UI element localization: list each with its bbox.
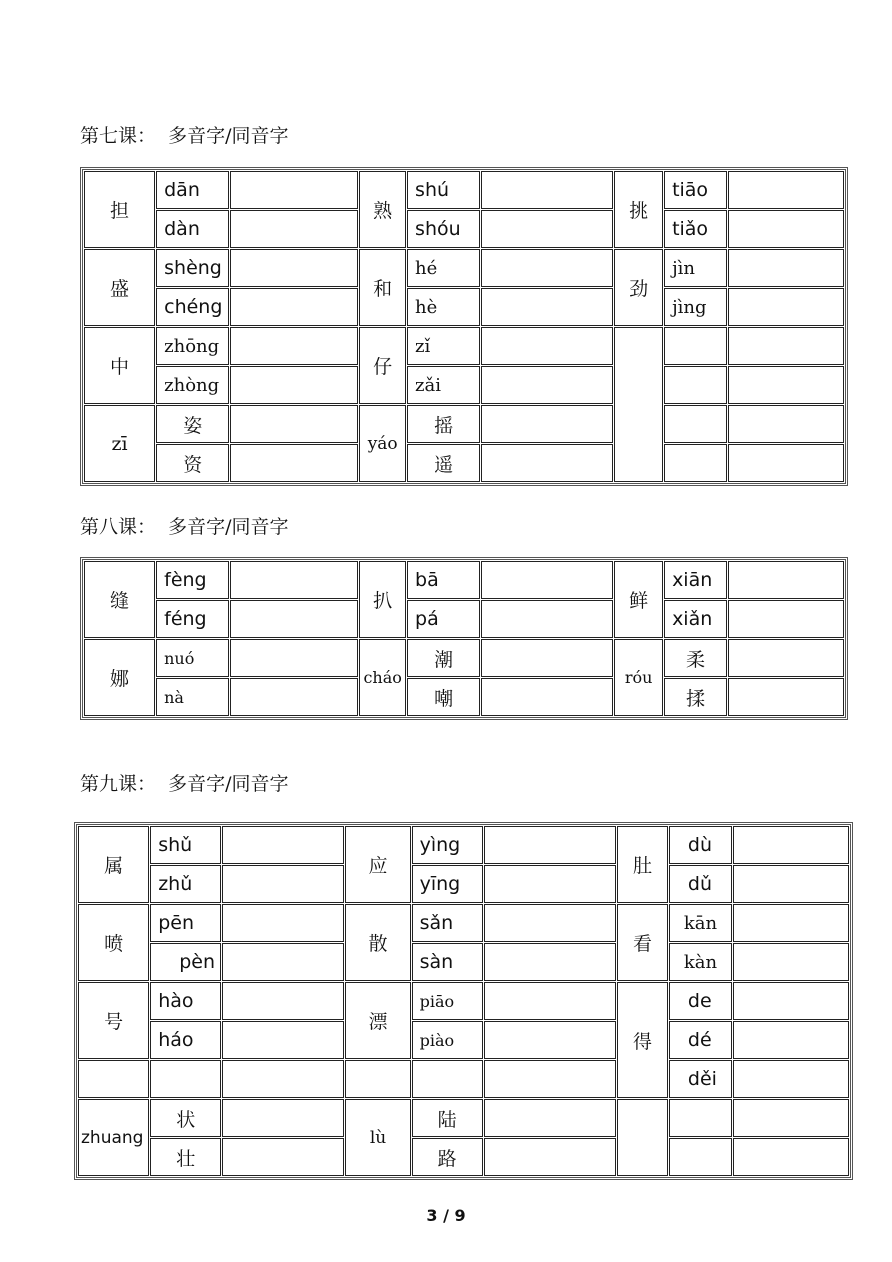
answer-cell[interactable]	[484, 982, 616, 1020]
answer-cell[interactable]	[481, 288, 613, 326]
pinyin-cell: zǎi	[407, 366, 480, 404]
answer-cell[interactable]	[728, 561, 844, 599]
empty-char-cell[interactable]	[614, 327, 663, 482]
answer-cell[interactable]	[664, 444, 727, 482]
pinyin-cell: zhōng	[156, 327, 229, 365]
pinyin-cell: sǎn	[412, 904, 483, 942]
lesson8-title: 第八课： 多音字/同音字	[80, 516, 289, 538]
pinyin-head-cell: yáo	[359, 405, 406, 482]
pinyin-cell: háo	[150, 1021, 221, 1059]
pinyin-cell: féng	[156, 600, 229, 638]
answer-cell[interactable]	[484, 865, 616, 903]
lesson7-title: 第七课： 多音字/同音字	[80, 125, 289, 147]
answer-cell[interactable]	[481, 366, 613, 404]
answer-cell[interactable]	[230, 366, 358, 404]
answer-cell[interactable]	[733, 1060, 849, 1098]
answer-cell[interactable]	[484, 943, 616, 981]
pinyin-cell: dǔ	[669, 865, 732, 903]
answer-cell[interactable]	[230, 171, 358, 209]
char-cell: 担	[84, 171, 155, 248]
answer-cell[interactable]	[733, 826, 849, 864]
pinyin-cell: kān	[669, 904, 732, 942]
answer-cell[interactable]	[733, 982, 849, 1020]
answer-cell[interactable]	[733, 1138, 849, 1176]
pinyin-cell: děi	[669, 1060, 732, 1098]
answer-cell[interactable]	[669, 1099, 732, 1137]
pinyin-cell: hào	[150, 982, 221, 1020]
answer-cell[interactable]	[222, 943, 344, 981]
answer-cell[interactable]	[728, 288, 844, 326]
char-cell: 潮	[407, 639, 480, 677]
char-cell: 劲	[614, 249, 663, 326]
answer-cell[interactable]	[222, 865, 344, 903]
lesson7-table	[80, 167, 848, 486]
pinyin-cell: nuó	[156, 639, 229, 677]
pinyin-cell: shèng	[156, 249, 229, 287]
char-cell: 得	[617, 982, 668, 1098]
pinyin-cell: piāo	[412, 982, 483, 1020]
char-cell: 盛	[84, 249, 155, 326]
answer-cell[interactable]	[222, 1099, 344, 1137]
answer-cell[interactable]	[728, 366, 844, 404]
answer-cell[interactable]	[728, 249, 844, 287]
answer-cell[interactable]	[230, 210, 358, 248]
pinyin-cell: nà	[156, 678, 229, 716]
empty-char-cell[interactable]	[617, 1099, 668, 1176]
answer-cell[interactable]	[481, 561, 613, 599]
answer-cell[interactable]	[481, 249, 613, 287]
char-cell: 柔	[664, 639, 727, 677]
answer-cell[interactable]	[733, 1099, 849, 1137]
answer-cell[interactable]	[222, 904, 344, 942]
answer-cell[interactable]	[230, 639, 358, 677]
pinyin-cell: pèn	[150, 943, 221, 981]
pinyin-cell: dé	[669, 1021, 732, 1059]
char-cell: 肚	[617, 826, 668, 903]
char-cell: 揉	[664, 678, 727, 716]
empty-cell[interactable]	[412, 1060, 483, 1098]
answer-cell[interactable]	[481, 444, 613, 482]
answer-cell[interactable]	[728, 600, 844, 638]
char-cell: 陆	[412, 1099, 483, 1137]
answer-cell[interactable]	[230, 405, 358, 443]
pinyin-head-cell: zī	[84, 405, 155, 482]
answer-cell[interactable]	[481, 678, 613, 716]
pinyin-cell: xiǎn	[664, 600, 727, 638]
pinyin-cell: zǐ	[407, 327, 480, 365]
pinyin-cell: jìn	[664, 249, 727, 287]
char-cell: 姿	[156, 405, 229, 443]
pinyin-head-cell: lù	[345, 1099, 410, 1176]
answer-cell[interactable]	[669, 1138, 732, 1176]
lesson8-table	[80, 557, 848, 720]
answer-cell[interactable]	[728, 678, 844, 716]
char-cell: 漂	[345, 982, 410, 1059]
char-cell: 状	[150, 1099, 221, 1137]
lesson9-table	[74, 822, 853, 1180]
answer-cell[interactable]	[481, 327, 613, 365]
answer-cell[interactable]	[481, 210, 613, 248]
answer-cell[interactable]	[230, 600, 358, 638]
answer-cell[interactable]	[728, 444, 844, 482]
pinyin-cell: dàn	[156, 210, 229, 248]
pinyin-cell: zhòng	[156, 366, 229, 404]
empty-cell[interactable]	[222, 1060, 344, 1098]
answer-cell[interactable]	[230, 444, 358, 482]
char-cell: 号	[78, 982, 149, 1059]
char-cell: 摇	[407, 405, 480, 443]
pinyin-cell: shú	[407, 171, 480, 209]
pinyin-cell: piào	[412, 1021, 483, 1059]
char-cell: 喷	[78, 904, 149, 981]
pinyin-cell: zhǔ	[150, 865, 221, 903]
pinyin-cell: chéng	[156, 288, 229, 326]
char-cell: 壮	[150, 1138, 221, 1176]
pinyin-cell: sàn	[412, 943, 483, 981]
char-cell: 鲜	[614, 561, 663, 638]
pinyin-head-cell: cháo	[359, 639, 406, 716]
answer-cell[interactable]	[230, 561, 358, 599]
char-cell: 路	[412, 1138, 483, 1176]
empty-cell[interactable]	[150, 1060, 221, 1098]
char-cell: 遥	[407, 444, 480, 482]
lesson9-title: 第九课： 多音字/同音字	[80, 773, 289, 795]
char-cell: 中	[84, 327, 155, 404]
char-cell: 属	[78, 826, 149, 903]
answer-cell[interactable]	[484, 1021, 616, 1059]
pinyin-head-cell: zhuang	[78, 1099, 149, 1176]
pinyin-cell: pēn	[150, 904, 221, 942]
answer-cell[interactable]	[222, 982, 344, 1020]
pinyin-cell: tiāo	[664, 171, 727, 209]
answer-cell[interactable]	[733, 865, 849, 903]
answer-cell[interactable]	[484, 1099, 616, 1137]
answer-cell[interactable]	[664, 405, 727, 443]
answer-cell[interactable]	[484, 1138, 616, 1176]
pinyin-cell: shǔ	[150, 826, 221, 864]
pinyin-cell: fèng	[156, 561, 229, 599]
pinyin-cell: hé	[407, 249, 480, 287]
pinyin-cell: tiǎo	[664, 210, 727, 248]
answer-cell[interactable]	[484, 826, 616, 864]
answer-cell[interactable]	[222, 1138, 344, 1176]
answer-cell[interactable]	[728, 405, 844, 443]
pinyin-cell: pá	[407, 600, 480, 638]
pinyin-cell: kàn	[669, 943, 732, 981]
answer-cell[interactable]	[230, 327, 358, 365]
char-cell: 资	[156, 444, 229, 482]
answer-cell[interactable]	[481, 171, 613, 209]
answer-cell[interactable]	[728, 210, 844, 248]
page-number: 3 / 9	[426, 1206, 466, 1225]
answer-cell[interactable]	[733, 943, 849, 981]
pinyin-head-cell: róu	[614, 639, 663, 716]
answer-cell[interactable]	[733, 904, 849, 942]
answer-cell[interactable]	[484, 904, 616, 942]
answer-cell[interactable]	[733, 1021, 849, 1059]
pinyin-cell: shóu	[407, 210, 480, 248]
char-cell: 仔	[359, 327, 406, 404]
answer-cell[interactable]	[481, 405, 613, 443]
char-cell: 嘲	[407, 678, 480, 716]
char-cell: 娜	[84, 639, 155, 716]
char-cell: 看	[617, 904, 668, 981]
empty-cell[interactable]	[345, 1060, 410, 1098]
pinyin-cell: yìng	[412, 826, 483, 864]
answer-cell[interactable]	[664, 366, 727, 404]
answer-cell[interactable]	[230, 249, 358, 287]
answer-cell[interactable]	[481, 600, 613, 638]
pinyin-cell: jìng	[664, 288, 727, 326]
char-cell: 应	[345, 826, 410, 903]
char-cell: 和	[359, 249, 406, 326]
answer-cell[interactable]	[481, 639, 613, 677]
char-cell: 缝	[84, 561, 155, 638]
answer-cell[interactable]	[230, 288, 358, 326]
answer-cell[interactable]	[728, 171, 844, 209]
answer-cell[interactable]	[664, 327, 727, 365]
char-cell: 挑	[614, 171, 663, 248]
pinyin-cell: de	[669, 982, 732, 1020]
answer-cell[interactable]	[222, 1021, 344, 1059]
pinyin-cell: dān	[156, 171, 229, 209]
pinyin-cell: hè	[407, 288, 480, 326]
pinyin-cell: bā	[407, 561, 480, 599]
pinyin-cell: xiān	[664, 561, 727, 599]
char-cell: 熟	[359, 171, 406, 248]
pinyin-cell: yīng	[412, 865, 483, 903]
empty-cell[interactable]	[78, 1060, 149, 1098]
empty-cell[interactable]	[484, 1060, 616, 1098]
pinyin-cell: dù	[669, 826, 732, 864]
char-cell: 扒	[359, 561, 406, 638]
char-cell: 散	[345, 904, 410, 981]
answer-cell[interactable]	[230, 678, 358, 716]
answer-cell[interactable]	[222, 826, 344, 864]
answer-cell[interactable]	[728, 639, 844, 677]
answer-cell[interactable]	[728, 327, 844, 365]
